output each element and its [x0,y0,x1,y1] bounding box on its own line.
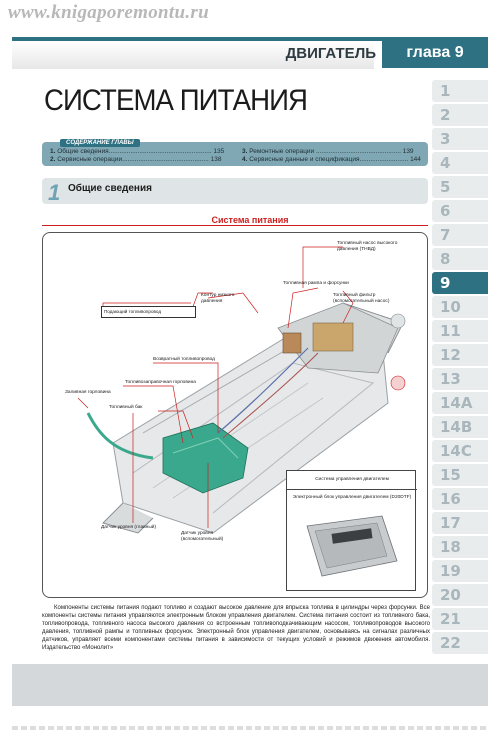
body-paragraph: Компоненты системы питания подают топливо и создают высокое давление для впрыска топлива в цилиндры через форсунки. Все компоненты системы питания управляются электронным блоком управления двигателем. Система питания состоит из топливного бака, топливопровода, топливного насоса высокого давления со встроенным топливоподкачивающим насосом, топливопроводов высокого давления, топливной рампы и топливных форсунок. Электронный блок управления двигателем, основываясь на сигналах различных датчиков, управляет всеми компонентами системы питания в зависимости от текущих условий и режимов движения автомобиля. Издательство «Монолит» [42,605,430,652]
callout-tank: Топливный бак [109,405,143,410]
tab-chapter-16[interactable]: 16 [432,488,488,510]
tab-chapter-13[interactable]: 13 [432,368,488,390]
tab-chapter-22[interactable]: 22 [432,632,488,654]
figure-title: Система питания [211,215,289,225]
figure-title-rule [42,225,428,226]
tab-chapter-14b[interactable]: 14B [432,416,488,438]
ecu-inset [286,470,416,591]
tab-chapter-19[interactable]: 19 [432,560,488,582]
tab-chapter-3[interactable]: 3 [432,128,488,150]
header-chapter-label: глава 9 [382,38,488,68]
footer-bar [12,664,488,706]
section-number: 1 [48,180,61,205]
callout-low-circuit: Контур низкого давления [201,293,235,304]
tab-chapter-6[interactable]: 6 [432,200,488,222]
tab-chapter-9[interactable]: 9 [432,272,488,294]
tab-chapter-4[interactable]: 4 [432,152,488,174]
toc-item-2[interactable]: 2. Сервисные операции................................................ 138 [50,156,222,163]
callout-filler-neck: Заливная горловина [65,390,111,395]
callout-level-main: Датчик уровня (главный) [101,525,157,530]
callout-level-aux: Датчик уровня (вспомогательный) [181,531,224,542]
tab-chapter-14c[interactable]: 14C [432,440,488,462]
tab-chapter-15[interactable]: 15 [432,464,488,486]
tab-chapter-18[interactable]: 18 [432,536,488,558]
ecu-unit-label: Электронный блок управления двигателем (D20DTF) [292,495,412,500]
watermark-text: www.knigaporemontu.ru [8,2,209,23]
tab-chapter-17[interactable]: 17 [432,512,488,534]
tab-chapter-8[interactable]: 8 [432,248,488,270]
tab-chapter-12[interactable]: 12 [432,344,488,366]
warning-icon [391,376,405,390]
callout-filter: Топливный фильтр (вспомогательный насос) [333,293,390,304]
callout-rail: Топливная рампа и форсунки [283,281,349,286]
tab-chapter-7[interactable]: 7 [432,224,488,246]
tab-chapter-20[interactable]: 20 [432,584,488,606]
tab-chapter-2[interactable]: 2 [432,104,488,126]
header-section-title: ДВИГАТЕЛЬ [285,45,376,62]
toc-item-3[interactable]: 3. Ремонтные операции ............................................... 139 [242,148,414,155]
front-arrow-icon [391,314,405,328]
toc-item-4[interactable]: 4. Сервисные данные и спецификация........................... 144 [242,156,421,163]
tab-chapter-5[interactable]: 5 [432,176,488,198]
tab-chapter-14a[interactable]: 14A [432,392,488,414]
page-title: СИСТЕМА ПИТАНИЯ [44,84,308,117]
page-bottom-strip [12,726,488,730]
tab-chapter-11[interactable]: 11 [432,320,488,342]
callout-filler-tube: Топливозаправочная горловина [125,380,196,385]
callout-supply-line: Подающий топливопровод [101,306,196,318]
toc-heading: СОДЕРЖАНИЕ ГЛАВЫ [60,139,140,147]
callout-return-line: Возвратный топливопровод [153,357,215,362]
ecu-icon [287,471,417,592]
callout-tnvd: Топливный насос высокого давления (ТНВД) [337,241,398,252]
tab-chapter-10[interactable]: 10 [432,296,488,318]
section-title: Общие сведения [68,183,152,194]
toc-item-1[interactable]: 1. Общие сведения......................................................... 135 [50,148,225,155]
ecu-system-label: Система управления двигателем [315,477,389,482]
tab-chapter-1[interactable]: 1 [432,80,488,102]
tab-chapter-21[interactable]: 21 [432,608,488,630]
